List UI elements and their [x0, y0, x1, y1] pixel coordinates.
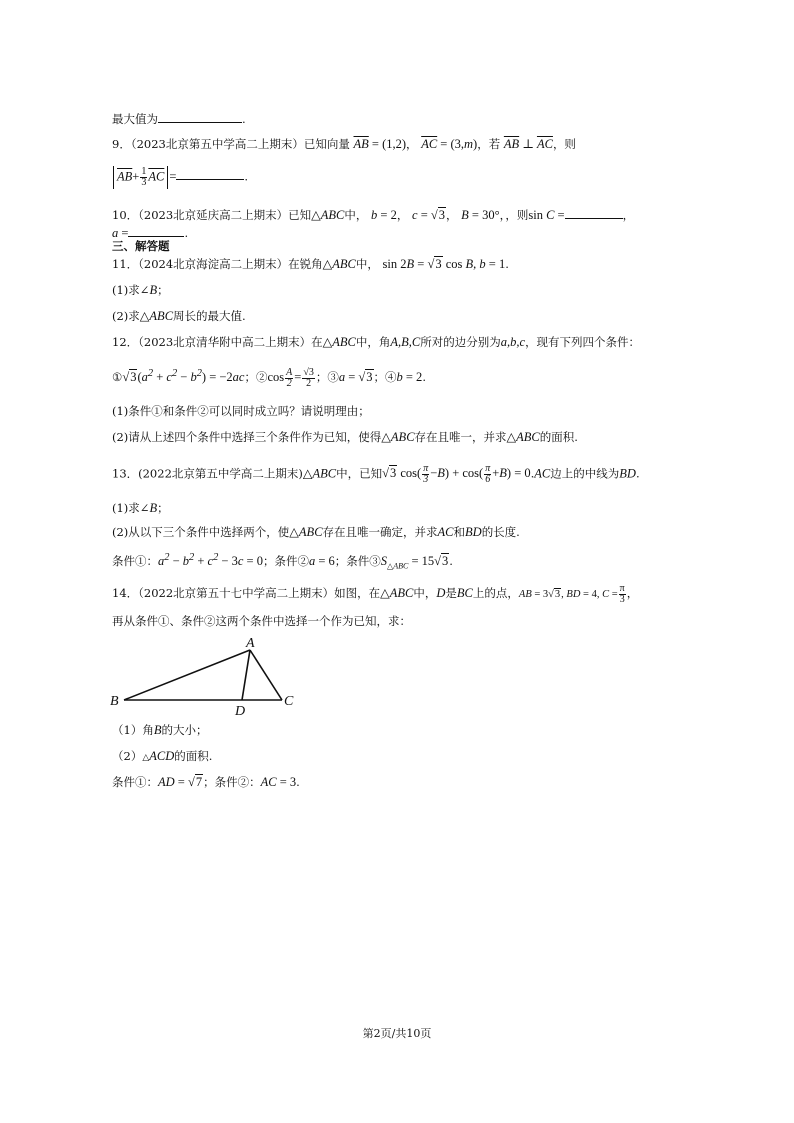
text: ，则: [552, 137, 576, 151]
q13-conditions: 条件①：$a^2 - b^2 + c^2 - 3c = 0$；条件②a = 6；条件$③S_{\triangle ABC} = 15√3$.: [112, 552, 453, 571]
q11-line: 11．（2024北京海淀高二上期末）在锐角△ABC中， sin 2B = √3 cos B, b = 1.: [112, 257, 509, 271]
q14-line2: 再从条件①、条件②这两个条件中选择一个作为已知，求：: [112, 614, 411, 628]
text: 所对的边分别为: [420, 335, 501, 349]
page-footer: 第2页/共10页: [362, 1027, 432, 1040]
q14-sub2: （2）△ACD的面积.: [112, 749, 213, 763]
text: 周长的最大值.: [173, 309, 246, 323]
text: 最大值为: [112, 112, 158, 126]
text: 的大小；: [161, 723, 208, 737]
text: 中，: [413, 585, 437, 600]
text: 中，: [355, 257, 379, 271]
q9-line2: $\overline{AB}+$ $\frac{1}{3}$ $\overline{AC}$ = .: [112, 166, 248, 189]
text: ，则: [505, 208, 529, 222]
text: 10．（2023北京延庆高二上期末）已知: [112, 208, 312, 222]
text: ；条件③: [334, 554, 381, 569]
answer-blank[interactable]: [158, 110, 242, 123]
q14-sub1: （1）角B的大小；: [112, 723, 208, 737]
text: 的长度.: [481, 525, 520, 539]
label-D: D: [235, 704, 246, 719]
q13-sub1: (1)求∠B；: [112, 501, 169, 515]
q9-text: 9．（2023北京第五中学高二上期末）已知向量: [112, 137, 350, 151]
text: 和: [453, 525, 466, 539]
text: 13．(2022北京第五中学高二上期末): [112, 466, 303, 481]
q12-sub1: (1)条件①和条件②可以同时成立吗？请说明理由；: [112, 404, 370, 418]
side-AC: [250, 650, 282, 700]
text: 条件①：: [112, 554, 158, 569]
text: 的面积.: [539, 430, 578, 444]
text: （1）角: [112, 723, 154, 737]
text: 中，已知: [336, 466, 383, 481]
text: 中，角: [355, 335, 391, 349]
text: (1)求∠: [112, 283, 150, 297]
answer-blank[interactable]: [128, 224, 184, 237]
text: (2)请从上述四个条件中选择三个条件作为已知，使得: [112, 430, 382, 444]
q14-line: 14．（2022北京第五十七中学高二上期末）如图，在△ABC中，D是BC上的点，AB = 3√3, BD = 4, C = $\frac{\pi}{3}$ ，: [112, 583, 639, 605]
text: 是: [445, 585, 457, 600]
label-B: B: [110, 694, 119, 709]
math-abs: $\overline{AB}+$ $\frac{1}{3}$ $\overline{AC}$: [113, 166, 168, 189]
text: 11．（2024北京海淀高二上期末）在锐角: [112, 257, 323, 271]
q8-tail: 最大值为 .: [112, 112, 246, 126]
math: $\overline{AB}$ ⊥ $\overline{AC}$: [503, 137, 553, 151]
q12-sub2: (2)请从上述四个条件中选择三个条件作为已知，使得△ABC存在且唯一，并求△ABC的面积.: [112, 430, 578, 444]
text: 存在且唯一，并求: [414, 430, 507, 444]
text: ，现有下列四个条件：: [525, 335, 641, 349]
text: (1)求∠: [112, 501, 150, 515]
q10-line2: a = .: [112, 226, 189, 240]
q11-sub2: (2)求△ABC周长的最大值.: [112, 309, 246, 323]
text: ，若: [477, 137, 501, 151]
section-heading: 三、解答题: [112, 239, 170, 253]
label-A: A: [246, 636, 255, 651]
text: 12．（2023北京清华附中高二上期末）在: [112, 335, 323, 349]
q13-line: 13．(2022北京第五中学高二上期末)△ABC中，已知√3 cos( $\frac{\pi}{3}$ −B) + cos( $\frac{\pi}{6}$ +B) = 0.AC边上的中线为BD.: [112, 463, 640, 485]
text: 的面积.: [174, 749, 213, 763]
text: 上的点，: [472, 585, 519, 600]
q12-line: 12．（2023北京清华附中高二上期末）在△ABC中，角A,B,C所对的边分别为a,b,c，现有下列四个条件：: [112, 335, 641, 349]
math: $\overline{AB} = (1,2)$: [353, 137, 407, 151]
answer-blank[interactable]: [565, 206, 623, 219]
q11-sub1: (1)求∠B；: [112, 283, 169, 297]
side-AB: [124, 650, 250, 700]
triangle-figure: [108, 632, 308, 720]
math: $\overline{AC} = (3,m)$: [421, 137, 478, 151]
segment-AD: [242, 650, 250, 700]
math: △ABC: [311, 208, 345, 222]
answer-blank[interactable]: [176, 167, 244, 180]
text: （2）: [112, 749, 143, 763]
q13-sub2: (2)从以下三个条件中选择两个，使△ABC存在且唯一确定，并求AC和BD的长度.: [112, 525, 520, 539]
q14-conditions: 条件①：AD = √7；条件②：AC = 3.: [112, 775, 300, 789]
label-C: C: [284, 694, 294, 709]
text: 条件①：: [112, 775, 158, 789]
text: ；条件②: [262, 554, 309, 569]
q9-line1: 9．（2023北京第五中学高二上期末）已知向量 $\overline{AB} = (1,2)$， $\overline{AC} = (3,m)$，若 $\overline{AB}$ ⊥ $\overline{AC}$，则: [112, 137, 576, 151]
q12-conditions: $①√3(a^2 + c^2 - b^2) = -2ac$；②cos $\frac{A}{2}$ = $\frac{√3}{2}$ ；③a = √3；④b = 2.: [112, 366, 426, 389]
text: 边上的中线为: [550, 466, 620, 481]
text: 14．（2022北京第五十七中学高二上期末）如图，在: [112, 585, 381, 600]
text: 存在且唯一确定，并求: [322, 525, 438, 539]
text: (2)从以下三个条件中选择两个，使: [112, 525, 290, 539]
text: (2)求: [112, 309, 140, 323]
text: ；条件②：: [203, 775, 261, 789]
q10-line1: 10．（2023北京延庆高二上期末）已知△ABC中， b = 2， c = √3， B = 30°，，则sin C = ，: [112, 208, 635, 222]
text: 中，: [344, 208, 368, 222]
